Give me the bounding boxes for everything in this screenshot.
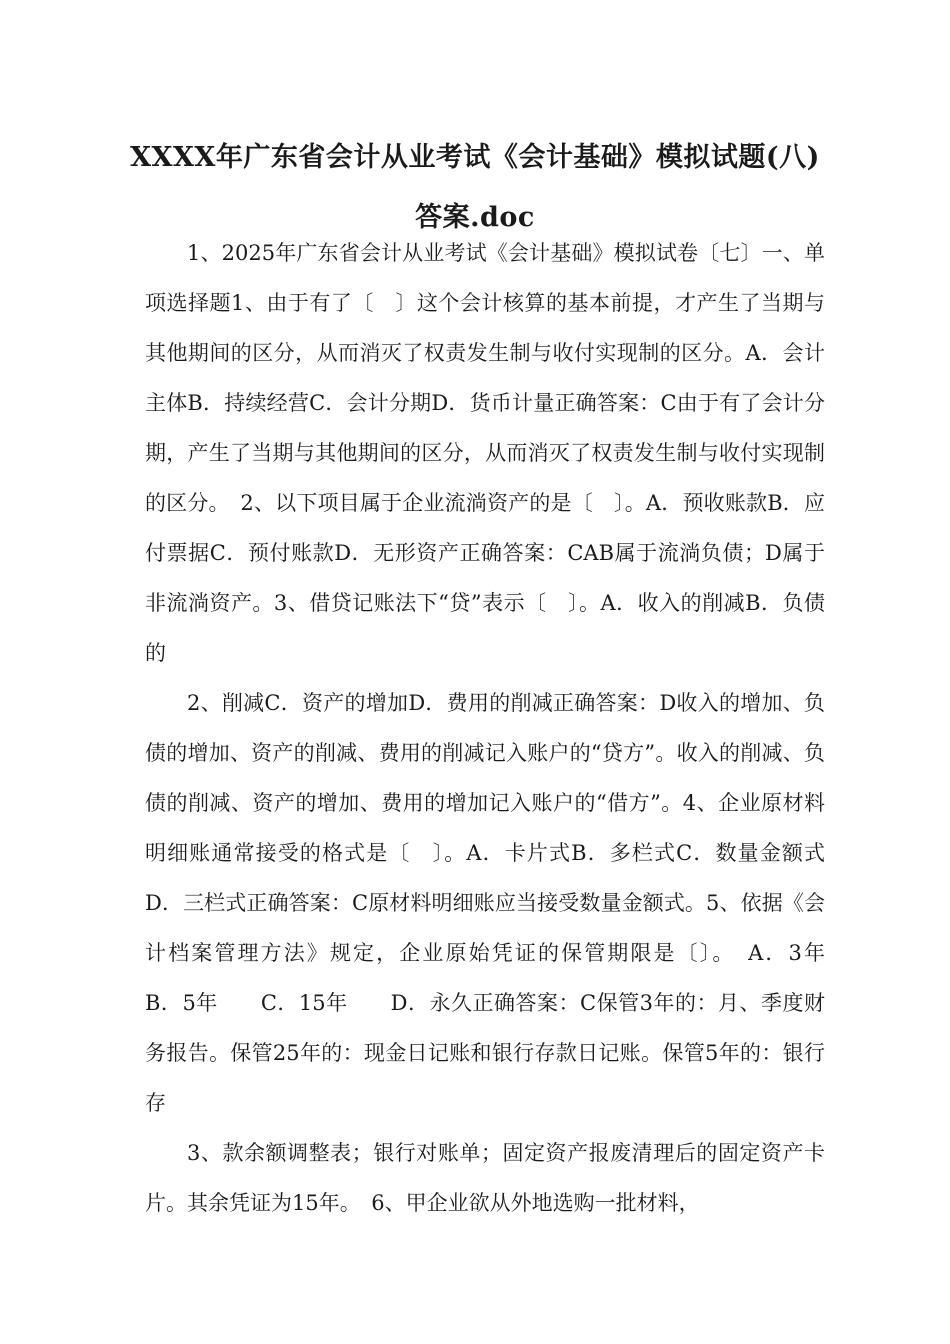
paragraph-1: 1、2025年广东省会计从业考试《会计基础》模拟试卷〔七〕一、单项选择题1、由于有了〔 〕这个会计核算的基本前提，才产生了当期与其他期间的区分，从而消灭了权责发生制与收付实现制的区分。A．会计主体B．持续经营C．会计分期D．货币计量正确答案：C由于有了会计分期，产生了当期与其他期间的区分，从而消灭了权责发生制与收付实现制的区分。 2、以下项目属于企业流淌资产的是〔 〕。A．预收账款B．应付票据C．预付账款D．无形资产正确答案：CAB属于流淌负债；D属于非流淌资产。3、借贷记账法下“贷”表示〔 〕。A．收入的削减B．负债的 [145, 241, 825, 665]
paragraph-3: 3、款余额调整表；银行对账单；固定资产报废清理后的固定资产卡片。其余凭证为15年。 6、甲企业欲从外地选购一批材料， [145, 1141, 825, 1215]
document-body [145, 228, 867, 1228]
document-title: XXXX年广东省会计从业考试《会计基础》模拟试题(八)答案.doc [130, 142, 820, 233]
paragraph-2: 2、削减C．资产的增加D．费用的削减正确答案：D收入的增加、负债的增加、资产的削减、费用的削减记入账户的“贷方”。收入的削减、负债的削减、资产的增加、费用的增加记入账户的“借方”。4、企业原材料明细账通常接受的格式是〔 〕。A．卡片式B．多栏式C．数量金额式D．三栏式正确答案：C原材料明细账应当接受数量金额式。5、依据《会计档案管理方法》规定，企业原始凭证的保管期限是〔〕。 A．3年 B．5年 C．15年 D．永久正确答案：C保管3年的：月、季度财务报告。保管25年的：现金日记账和银行存款日记账。保管5年的：银行存 [145, 691, 867, 1115]
